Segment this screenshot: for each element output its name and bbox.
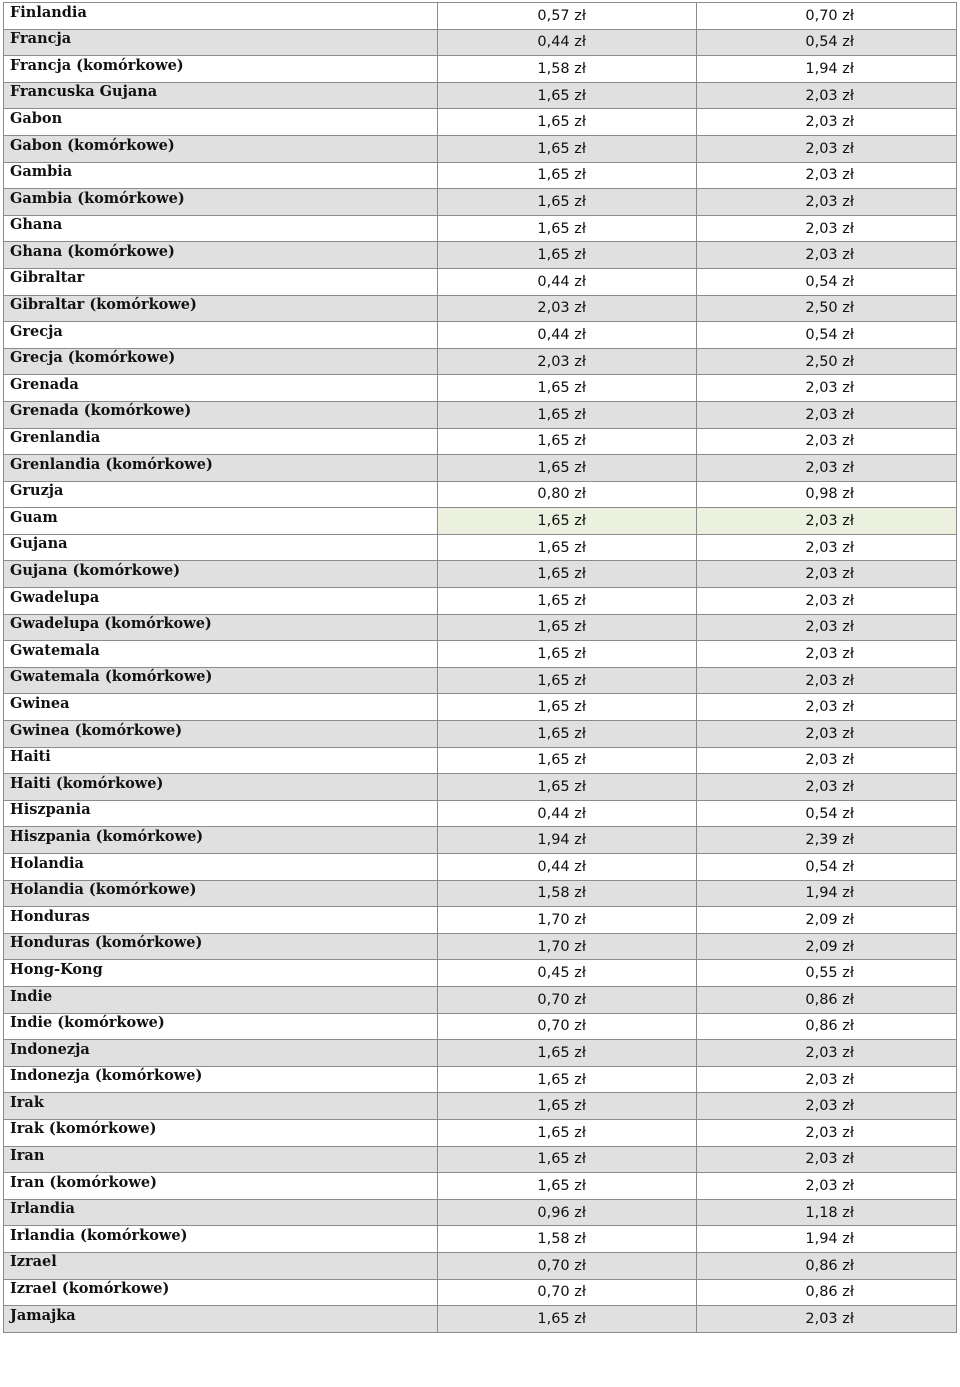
price-gross-cell: 0,86 zł: [697, 986, 957, 1013]
country-name: Gambia (komórkowe): [10, 189, 185, 207]
country-name: Gwinea: [10, 694, 70, 712]
table-row: [4, 1173, 957, 1200]
price-net-cell: 1,65 zł: [438, 1040, 697, 1067]
price-net-cell: 1,65 zł: [438, 428, 697, 455]
table-row: [4, 641, 957, 668]
country-cell: [4, 667, 438, 694]
table-row: [4, 3, 957, 30]
price-gross-cell: 1,94 zł: [697, 880, 957, 907]
country-cell: [4, 135, 438, 162]
table-row: [4, 56, 957, 83]
table-row: [4, 348, 957, 375]
table-row: [4, 880, 957, 907]
price-net-cell: 0,44 zł: [438, 322, 697, 349]
table-row: [4, 455, 957, 482]
price-gross-cell: 0,98 zł: [697, 481, 957, 508]
country-name: Indie (komórkowe): [10, 1014, 165, 1032]
country-cell: [4, 508, 438, 535]
country-name: Indonezja: [10, 1040, 90, 1058]
price-net-cell: 1,65 zł: [438, 508, 697, 535]
price-gross-cell: 0,86 zł: [697, 1013, 957, 1040]
country-cell: [4, 1040, 438, 1067]
price-table-body: [4, 3, 957, 1333]
country-cell: [4, 162, 438, 189]
price-gross-cell: 2,03 zł: [697, 375, 957, 402]
table-row: [4, 1013, 957, 1040]
country-cell: [4, 721, 438, 748]
price-net-cell: 0,44 zł: [438, 29, 697, 56]
country-cell: [4, 428, 438, 455]
price-net-cell: 1,65 zł: [438, 375, 697, 402]
country-name: Irlandia: [10, 1200, 75, 1218]
table-row: [4, 1226, 957, 1253]
table-row: [4, 694, 957, 721]
price-gross-cell: 2,03 zł: [697, 721, 957, 748]
country-cell: [4, 1093, 438, 1120]
price-net-cell: 2,03 zł: [438, 348, 697, 375]
price-net-cell: 1,70 zł: [438, 933, 697, 960]
price-net-cell: 1,65 zł: [438, 1306, 697, 1333]
price-gross-cell: 0,86 zł: [697, 1252, 957, 1279]
price-gross-cell: 2,03 zł: [697, 1040, 957, 1067]
table-row: [4, 1119, 957, 1146]
country-name: Irlandia (komórkowe): [10, 1226, 188, 1244]
price-gross-cell: 0,55 zł: [697, 960, 957, 987]
country-cell: [4, 1066, 438, 1093]
price-net-cell: 1,65 zł: [438, 215, 697, 242]
table-row: [4, 588, 957, 615]
price-net-cell: 1,65 zł: [438, 455, 697, 482]
country-cell: [4, 189, 438, 216]
country-cell: [4, 455, 438, 482]
table-row: [4, 375, 957, 402]
country-name: Grenlandia (komórkowe): [10, 455, 213, 473]
country-cell: [4, 1226, 438, 1253]
price-net-cell: 1,65 zł: [438, 242, 697, 269]
table-row: [4, 561, 957, 588]
table-row: [4, 242, 957, 269]
country-cell: [4, 933, 438, 960]
country-cell: [4, 481, 438, 508]
country-cell: [4, 1013, 438, 1040]
price-gross-cell: 2,03 zł: [697, 641, 957, 668]
price-gross-cell: 2,03 zł: [697, 428, 957, 455]
price-gross-cell: 2,03 zł: [697, 189, 957, 216]
table-row: [4, 614, 957, 641]
country-name: Haiti (komórkowe): [10, 774, 164, 792]
country-name: Francja: [10, 30, 72, 48]
price-gross-cell: 2,03 zł: [697, 82, 957, 109]
country-cell: [4, 348, 438, 375]
price-net-cell: 1,58 zł: [438, 56, 697, 83]
country-cell: [4, 295, 438, 322]
price-net-cell: 0,57 zł: [438, 3, 697, 30]
country-name: Gwadelupa: [10, 588, 100, 606]
country-name: Guam: [10, 508, 58, 526]
table-row: [4, 1279, 957, 1306]
country-name: Irak (komórkowe): [10, 1120, 157, 1138]
table-row: [4, 268, 957, 295]
price-net-cell: 1,65 zł: [438, 721, 697, 748]
table-row: [4, 534, 957, 561]
country-cell: [4, 827, 438, 854]
country-name: Gwinea (komórkowe): [10, 721, 183, 739]
country-name: Grecja (komórkowe): [10, 349, 176, 367]
country-name: Francuska Gujana: [10, 83, 158, 101]
price-net-cell: 1,65 zł: [438, 1093, 697, 1120]
country-cell: [4, 268, 438, 295]
price-net-cell: 0,44 zł: [438, 800, 697, 827]
price-gross-cell: 2,03 zł: [697, 242, 957, 269]
country-cell: [4, 56, 438, 83]
price-net-cell: 1,94 zł: [438, 827, 697, 854]
country-name: Hiszpania (komórkowe): [10, 827, 204, 845]
price-gross-cell: 1,18 zł: [697, 1199, 957, 1226]
table-row: [4, 322, 957, 349]
table-row: [4, 135, 957, 162]
price-net-cell: 0,96 zł: [438, 1199, 697, 1226]
table-row: [4, 189, 957, 216]
price-gross-cell: 2,03 zł: [697, 109, 957, 136]
country-cell: [4, 880, 438, 907]
country-cell: [4, 986, 438, 1013]
country-cell: [4, 109, 438, 136]
price-gross-cell: 2,09 zł: [697, 907, 957, 934]
price-net-cell: 1,65 zł: [438, 614, 697, 641]
country-name: Gibraltar: [10, 269, 85, 287]
country-cell: [4, 1119, 438, 1146]
price-net-cell: 2,03 zł: [438, 295, 697, 322]
country-cell: [4, 215, 438, 242]
price-gross-cell: 2,03 zł: [697, 747, 957, 774]
country-name: Grenada (komórkowe): [10, 402, 192, 420]
price-gross-cell: 0,54 zł: [697, 854, 957, 881]
table-row: [4, 933, 957, 960]
price-net-cell: 1,65 zł: [438, 135, 697, 162]
price-gross-cell: 2,03 zł: [697, 614, 957, 641]
table-row: [4, 481, 957, 508]
price-gross-cell: 2,03 zł: [697, 667, 957, 694]
country-name: Iran (komórkowe): [10, 1173, 157, 1191]
price-gross-cell: 2,03 zł: [697, 1066, 957, 1093]
country-name: Gabon: [10, 109, 63, 127]
price-net-cell: 1,65 zł: [438, 1146, 697, 1173]
table-row: [4, 986, 957, 1013]
price-net-cell: 1,65 zł: [438, 641, 697, 668]
table-row: [4, 774, 957, 801]
price-gross-cell: 2,03 zł: [697, 774, 957, 801]
country-cell: [4, 1306, 438, 1333]
price-net-cell: 0,70 zł: [438, 1279, 697, 1306]
country-name: Grecja: [10, 322, 63, 340]
country-cell: [4, 774, 438, 801]
price-net-cell: 0,45 zł: [438, 960, 697, 987]
table-row: [4, 721, 957, 748]
country-cell: [4, 854, 438, 881]
country-cell: [4, 641, 438, 668]
price-gross-cell: 2,03 zł: [697, 135, 957, 162]
table-row: [4, 1306, 957, 1333]
price-gross-cell: 2,03 zł: [697, 561, 957, 588]
table-row: [4, 1146, 957, 1173]
country-name: Hiszpania: [10, 801, 91, 819]
table-row: [4, 162, 957, 189]
price-gross-cell: 2,03 zł: [697, 1173, 957, 1200]
country-name: Honduras: [10, 907, 90, 925]
price-net-cell: 0,70 zł: [438, 1013, 697, 1040]
table-row: [4, 215, 957, 242]
table-row: [4, 109, 957, 136]
price-net-cell: 1,65 zł: [438, 588, 697, 615]
country-name: Gambia: [10, 163, 73, 181]
country-name: Gwadelupa (komórkowe): [10, 615, 212, 633]
table-row: [4, 295, 957, 322]
price-net-cell: 1,58 zł: [438, 880, 697, 907]
country-cell: [4, 747, 438, 774]
table-row: [4, 800, 957, 827]
country-cell: [4, 800, 438, 827]
country-cell: [4, 561, 438, 588]
country-name: Izrael (komórkowe): [10, 1280, 170, 1298]
price-net-cell: 1,65 zł: [438, 162, 697, 189]
country-cell: [4, 401, 438, 428]
country-cell: [4, 1252, 438, 1279]
price-gross-cell: 2,09 zł: [697, 933, 957, 960]
table-row: [4, 1040, 957, 1067]
country-cell: [4, 375, 438, 402]
table-row: [4, 1252, 957, 1279]
price-gross-cell: 2,03 zł: [697, 1093, 957, 1120]
price-gross-cell: 2,03 zł: [697, 1306, 957, 1333]
country-name: Gibraltar (komórkowe): [10, 296, 197, 314]
price-gross-cell: 2,39 zł: [697, 827, 957, 854]
price-net-cell: 0,44 zł: [438, 268, 697, 295]
price-gross-cell: 1,94 zł: [697, 1226, 957, 1253]
country-name: Honduras (komórkowe): [10, 934, 203, 952]
country-name: Indie: [10, 987, 53, 1005]
country-name: Gujana (komórkowe): [10, 562, 181, 580]
country-cell: [4, 534, 438, 561]
price-net-cell: 1,65 zł: [438, 82, 697, 109]
price-net-cell: 1,65 zł: [438, 561, 697, 588]
country-name: Hong-Kong: [10, 960, 103, 978]
price-net-cell: 1,65 zł: [438, 667, 697, 694]
country-cell: [4, 1199, 438, 1226]
price-net-cell: 0,80 zł: [438, 481, 697, 508]
price-gross-cell: 0,54 zł: [697, 800, 957, 827]
price-net-cell: 1,65 zł: [438, 401, 697, 428]
country-cell: [4, 82, 438, 109]
price-gross-cell: 2,03 zł: [697, 162, 957, 189]
price-net-cell: 1,70 zł: [438, 907, 697, 934]
price-gross-cell: 0,54 zł: [697, 322, 957, 349]
country-name: Irak: [10, 1093, 44, 1111]
table-row: [4, 428, 957, 455]
table-row: [4, 827, 957, 854]
country-name: Indonezja (komórkowe): [10, 1067, 203, 1085]
table-row: [4, 29, 957, 56]
country-name: Ghana (komórkowe): [10, 242, 175, 260]
country-name: Finlandia: [10, 3, 87, 21]
table-row: [4, 1199, 957, 1226]
country-name: Jamajka: [10, 1306, 76, 1324]
price-gross-cell: 2,03 zł: [697, 455, 957, 482]
price-net-cell: 1,65 zł: [438, 1173, 697, 1200]
price-gross-cell: 2,03 zł: [697, 694, 957, 721]
country-name: Haiti: [10, 748, 51, 766]
price-net-cell: 1,65 zł: [438, 694, 697, 721]
price-gross-cell: 2,03 zł: [697, 1119, 957, 1146]
price-table: [3, 2, 957, 1333]
price-gross-cell: 2,50 zł: [697, 348, 957, 375]
country-name: Izrael: [10, 1253, 57, 1271]
country-name: Gruzja: [10, 482, 64, 500]
country-name: Holandia (komórkowe): [10, 881, 197, 899]
table-row: [4, 960, 957, 987]
country-name: Holandia: [10, 854, 84, 872]
price-net-cell: 0,70 zł: [438, 986, 697, 1013]
price-net-cell: 1,65 zł: [438, 774, 697, 801]
country-cell: [4, 694, 438, 721]
price-net-cell: 0,44 zł: [438, 854, 697, 881]
price-gross-cell: 2,03 zł: [697, 534, 957, 561]
country-name: Ghana: [10, 216, 63, 234]
price-net-cell: 1,65 zł: [438, 189, 697, 216]
country-name: Gujana: [10, 535, 68, 553]
price-net-cell: 1,65 zł: [438, 747, 697, 774]
country-cell: [4, 242, 438, 269]
price-gross-cell: 0,70 zł: [697, 3, 957, 30]
country-cell: [4, 614, 438, 641]
country-cell: [4, 960, 438, 987]
price-gross-cell: 2,03 zł: [697, 215, 957, 242]
country-cell: [4, 3, 438, 30]
country-name: Grenada: [10, 375, 79, 393]
table-row: [4, 508, 957, 535]
country-name: Gwatemala: [10, 641, 100, 659]
country-name: Iran: [10, 1147, 45, 1165]
country-name: Grenlandia: [10, 429, 101, 447]
price-gross-cell: 1,94 zł: [697, 56, 957, 83]
country-name: Gabon (komórkowe): [10, 136, 175, 154]
price-gross-cell: 0,54 zł: [697, 29, 957, 56]
country-cell: [4, 907, 438, 934]
price-gross-cell: 2,50 zł: [697, 295, 957, 322]
price-net-cell: 1,58 zł: [438, 1226, 697, 1253]
table-row: [4, 907, 957, 934]
price-net-cell: 1,65 zł: [438, 1119, 697, 1146]
country-cell: [4, 1279, 438, 1306]
country-cell: [4, 1173, 438, 1200]
country-cell: [4, 588, 438, 615]
country-cell: [4, 29, 438, 56]
table-row: [4, 1066, 957, 1093]
price-gross-cell: 0,54 zł: [697, 268, 957, 295]
price-net-cell: 0,70 zł: [438, 1252, 697, 1279]
country-cell: [4, 1146, 438, 1173]
price-gross-cell: 2,03 zł: [697, 508, 957, 535]
price-net-cell: 1,65 zł: [438, 109, 697, 136]
country-cell: [4, 322, 438, 349]
country-name: Gwatemala (komórkowe): [10, 668, 213, 686]
table-row: [4, 667, 957, 694]
table-row: [4, 854, 957, 881]
table-row: [4, 1093, 957, 1120]
table-row: [4, 747, 957, 774]
price-net-cell: 1,65 zł: [438, 534, 697, 561]
table-row: [4, 401, 957, 428]
country-name: Francja (komórkowe): [10, 56, 184, 74]
table-row: [4, 82, 957, 109]
price-gross-cell: 2,03 zł: [697, 401, 957, 428]
price-gross-cell: 2,03 zł: [697, 1146, 957, 1173]
price-gross-cell: 0,86 zł: [697, 1279, 957, 1306]
price-gross-cell: 2,03 zł: [697, 588, 957, 615]
price-net-cell: 1,65 zł: [438, 1066, 697, 1093]
